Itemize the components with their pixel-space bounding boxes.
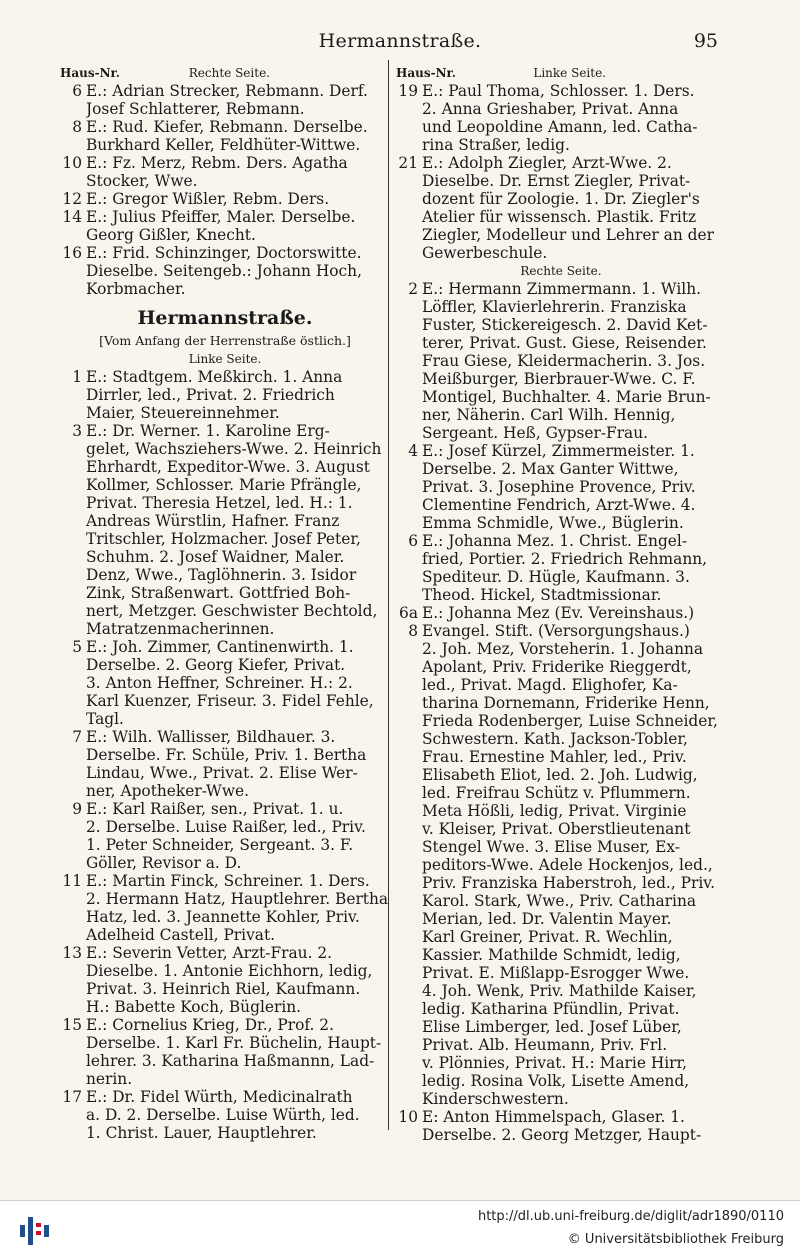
entry-line: nerin. [86, 1070, 133, 1088]
entry-line: Adelheid Castell, Privat. [86, 926, 276, 944]
entry-line: Privat. Theresia Hetzel, led. H.: 1. [86, 494, 353, 512]
entry-line: ner, Näherin. Carl Wilh. Hennig, [422, 406, 676, 424]
address-entry [60, 82, 390, 118]
side-label: Rechte Seite. [520, 264, 602, 278]
entry-line: Meta Hößli, ledig, Privat. Virginie [422, 802, 687, 820]
entry-line: 2. Hermann Hatz, Hauptlehrer. Bertha [86, 890, 389, 908]
entry-line: Evangel. Stift. (Versorgungshaus.) [422, 622, 690, 640]
address-entry [60, 154, 390, 190]
address-entry [60, 1016, 390, 1088]
entry-line: Karol. Stark, Wwe., Priv. Catharina [422, 892, 697, 910]
entry-line: E.: Martin Finck, Schreiner. 1. Ders. [86, 872, 370, 890]
entry-line: tharina Dornemann, Friderike Henn, [422, 694, 710, 712]
copyright-notice: © Universitätsbibliothek Freiburg [567, 1232, 784, 1247]
entry-line: fried, Portier. 2. Friedrich Rehmann, [422, 550, 708, 568]
entry-line: Privat. E. Mißlapp-Esrogger Wwe. [422, 964, 690, 982]
entry-line: E.: Fz. Merz, Rebm. Ders. Agatha [86, 154, 348, 172]
entry-line: 3. Anton Heffner, Schreiner. H.: 2. [86, 674, 353, 692]
entry-line: 4. Joh. Wenk, Priv. Mathilde Kaiser, [422, 982, 697, 1000]
left-column [60, 64, 390, 1142]
side-heading: Linke Seite. [533, 66, 606, 80]
entry-line: Hatz, led. 3. Jeannette Kohler, Priv. [86, 908, 360, 926]
entry-line: ner, Apotheker-Wwe. [86, 782, 250, 800]
house-number: 10 [398, 1108, 418, 1126]
entry-line: E.: Josef Kürzel, Zimmermeister. 1. [422, 442, 695, 460]
entry-line: led. Freifrau Schütz v. Pflummern. [422, 784, 691, 802]
entry-line: Meißburger, Bierbrauer-Wwe. C. F. [422, 370, 696, 388]
entry-line: Frau Giese, Kleidermacherin. 3. Jos. [422, 352, 706, 370]
page-number: 95 [693, 30, 718, 52]
address-entry [60, 368, 390, 422]
entry-line: Montigel, Buchhalter. 4. Marie Brun- [422, 388, 711, 406]
entry-line: 2. Derselbe. Luise Raißer, led., Priv. [86, 818, 366, 836]
side-heading: Rechte Seite. [188, 66, 270, 80]
entry-line: Derselbe. 2. Georg Metzger, Haupt- [422, 1126, 702, 1144]
entry-line: Matratzenmacherinnen. [86, 620, 275, 638]
address-entry [396, 622, 726, 1108]
address-entry [60, 800, 390, 872]
address-entry [60, 1088, 390, 1142]
entry-line: E.: Frid. Schinzinger, Doctorswitte. [86, 244, 362, 262]
right-column-header [396, 64, 726, 82]
entry-line: v. Kleiser, Privat. Oberstlieutenant [422, 820, 691, 838]
entry-line: E: Anton Himmelspach, Glaser. 1. [422, 1108, 685, 1126]
street-note: [Vom Anfang der Herrenstraße östlich.] [99, 333, 351, 348]
address-entry [60, 872, 390, 944]
entry-line: lehrer. 3. Katharina Haßmannn, Lad- [86, 1052, 375, 1070]
entry-line: Tagl. [86, 710, 124, 728]
address-entry [396, 82, 726, 154]
house-number: 19 [398, 82, 418, 100]
house-number: 9 [72, 800, 82, 818]
entry-line: E.: Stadtgem. Meßkirch. 1. Anna [86, 368, 343, 386]
house-number: 10 [62, 154, 82, 172]
house-number: 15 [62, 1016, 82, 1034]
entry-line: Burkhard Keller, Feldhüter-Wittwe. [86, 136, 361, 154]
entry-line: Stocker, Wwe. [86, 172, 198, 190]
address-entry [60, 190, 390, 208]
address-entry [396, 1108, 726, 1144]
address-entry [396, 154, 726, 262]
entry-line: Clementine Fendrich, Arzt-Wwe. 4. [422, 496, 696, 514]
entry-line: E.: Dr. Fidel Würth, Medicinalrath [86, 1088, 353, 1106]
entry-line: led., Privat. Magd. Elighofer, Ka- [422, 676, 678, 694]
entry-line: Privat. 3. Heinrich Riel, Kaufmann. [86, 980, 361, 998]
entry-line: Maier, Steuereinnehmer. [86, 404, 280, 422]
entry-line: Karl Greiner, Privat. R. Wechlin, [422, 928, 673, 946]
entry-line: Sergeant. Heß, Gypser-Frau. [422, 424, 649, 442]
entry-line: ledig. Rosina Volk, Lisette Amend, [422, 1072, 690, 1090]
entry-line: Ehrhardt, Expeditor-Wwe. 3. August [86, 458, 370, 476]
running-title: Hermannstraße. [318, 30, 482, 52]
house-number: 3 [72, 422, 82, 440]
left-entries-before [60, 82, 390, 298]
entry-line: Karl Kuenzer, Friseur. 3. Fidel Fehle, [86, 692, 374, 710]
house-number: 8 [72, 118, 82, 136]
house-number: 1 [72, 368, 82, 386]
house-number: 6 [72, 82, 82, 100]
entry-line: Atelier für wissensch. Plastik. Fritz [422, 208, 697, 226]
entry-line: E.: Adrian Strecker, Rebmann. Derf. [86, 82, 368, 100]
entry-line: Lindau, Wwe., Privat. 2. Elise Wer- [86, 764, 358, 782]
right-entries-after [396, 280, 726, 1144]
entry-line: rina Straßer, ledig. [422, 136, 570, 154]
house-number: 12 [62, 190, 82, 208]
address-entry [396, 442, 726, 532]
house-number: 2 [408, 280, 418, 298]
address-entry [60, 244, 390, 298]
entry-line: 2. Anna Grieshaber, Privat. Anna [422, 100, 679, 118]
entry-line: peditors-Wwe. Adele Hockenjos, led., [422, 856, 713, 874]
entry-line: dozent für Zoologie. 1. Dr. Ziegler's [422, 190, 700, 208]
entry-line: E.: Cornelius Krieg, Dr., Prof. 2. [86, 1016, 334, 1034]
entry-line: Kinderschwestern. [422, 1090, 569, 1108]
entry-line: Apolant, Priv. Friderike Rieggerdt, [422, 658, 692, 676]
entry-line: Spediteur. D. Hügle, Kaufmann. 3. [422, 568, 690, 586]
entry-line: E.: Dr. Werner. 1. Karoline Erg- [86, 422, 330, 440]
house-number: 4 [408, 442, 418, 460]
entry-line: Privat. Alb. Heumann, Priv. Frl. [422, 1036, 668, 1054]
entry-line: Emma Schmidle, Wwe., Büglerin. [422, 514, 684, 532]
house-number-heading: Haus-Nr. [396, 66, 456, 80]
entry-line: Derselbe. 1. Karl Fr. Büchelin, Haupt- [86, 1034, 382, 1052]
address-entry [396, 604, 726, 622]
entry-line: Gewerbeschule. [422, 244, 548, 262]
house-number: 5 [72, 638, 82, 656]
entry-line: Göller, Revisor a. D. [86, 854, 242, 872]
entry-line: E.: Karl Raißer, sen., Privat. 1. u. [86, 800, 344, 818]
entry-line: nert, Metzger. Geschwister Bechtold, [86, 602, 378, 620]
entry-line: E.: Joh. Zimmer, Cantinenwirth. 1. [86, 638, 354, 656]
address-entry [396, 532, 726, 604]
right-column [396, 64, 726, 1144]
house-number: 13 [62, 944, 82, 962]
entry-line: E.: Gregor Wißler, Rebm. Ders. [86, 190, 330, 208]
entry-line: E.: Adolph Ziegler, Arzt-Wwe. 2. [422, 154, 672, 172]
address-entry [60, 118, 390, 154]
entry-line: gelet, Wachsziehers-Wwe. 2. Heinrich [86, 440, 382, 458]
house-number: 14 [62, 208, 82, 226]
entry-line: 2. Joh. Mez, Vorsteherin. 1. Johanna [422, 640, 704, 658]
entry-line: Dieselbe. Seitengeb.: Johann Hoch, [86, 262, 362, 280]
entry-line: Tritschler, Holzmacher. Josef Peter, [86, 530, 361, 548]
house-number: 7 [72, 728, 82, 746]
entry-line: H.: Babette Koch, Büglerin. [86, 998, 302, 1016]
entry-line: E.: Hermann Zimmermann. 1. Wilh. [422, 280, 702, 298]
entry-line: Dieselbe. 1. Antonie Eichhorn, ledig, [86, 962, 373, 980]
entry-line: Merian, led. Dr. Valentin Mayer. [422, 910, 672, 928]
address-entry [60, 208, 390, 244]
viewer-footer [0, 1200, 800, 1257]
side-label: Linke Seite. [188, 352, 262, 366]
house-number: 6a [399, 604, 418, 622]
entry-line: E.: Rud. Kiefer, Rebmann. Derselbe. [86, 118, 368, 136]
entry-line: Derselbe. 2. Georg Kiefer, Privat. [86, 656, 346, 674]
entry-line: a. D. 2. Derselbe. Luise Würth, led. [86, 1106, 360, 1124]
house-number: 8 [408, 622, 418, 640]
right-entries-before [396, 82, 726, 262]
entry-line: terer, Privat. Gust. Giese, Reisender. [422, 334, 707, 352]
entry-line: Kollmer, Schlosser. Marie Pfrängle, [86, 476, 362, 494]
entry-line: Kassier. Mathilde Schmidt, ledig, [422, 946, 681, 964]
house-number-heading: Haus-Nr. [60, 66, 120, 80]
entry-line: Frieda Rodenberger, Luise Schneider, [422, 712, 718, 730]
entry-line: E.: Wilh. Wallisser, Bildhauer. 3. [86, 728, 336, 746]
left-entries-after [60, 368, 390, 1142]
entry-line: Dirrler, led., Privat. 2. Friedrich [86, 386, 335, 404]
left-column-header [60, 64, 390, 82]
entry-line: E.: Johanna Mez. 1. Christ. Engel- [422, 532, 688, 550]
house-number: 11 [62, 872, 82, 890]
entry-line: E.: Severin Vetter, Arzt-Frau. 2. [86, 944, 333, 962]
entry-line: Dieselbe. Dr. Ernst Ziegler, Privat- [422, 172, 691, 190]
entry-line: E.: Julius Pfeiffer, Maler. Derselbe. [86, 208, 356, 226]
street-title: Hermannstraße. [137, 307, 313, 329]
entry-line: ledig. Katharina Pfündlin, Privat. [422, 1000, 680, 1018]
entry-line: Schuhm. 2. Josef Waidner, Maler. [86, 548, 345, 566]
house-number: 6 [408, 532, 418, 550]
entry-line: 1. Peter Schneider, Sergeant. 3. F. [86, 836, 354, 854]
entry-line: Elisabeth Eliot, led. 2. Joh. Ludwig, [422, 766, 698, 784]
entry-line: Korbmacher. [86, 280, 186, 298]
entry-line: Georg Gißler, Knecht. [86, 226, 256, 244]
entry-line: Denz, Wwe., Taglöhnerin. 3. Isidor [86, 566, 357, 584]
entry-line: Privat. 3. Josephine Provence, Priv. [422, 478, 696, 496]
entry-line: Derselbe. Fr. Schüle, Priv. 1. Bertha [86, 746, 367, 764]
entry-line: Derselbe. 2. Max Ganter Wittwe, [422, 460, 679, 478]
entry-line: Frau. Ernestine Mahler, led., Priv. [422, 748, 687, 766]
entry-line: Fuster, Stickereigesch. 2. David Ket- [422, 316, 708, 334]
permalink-url[interactable]: http://dl.ub.uni-freiburg.de/diglit/adr1890/0110 [477, 1209, 784, 1224]
library-logo-icon [16, 1209, 56, 1249]
entry-line: Andreas Würstlin, Hafner. Franz [86, 512, 340, 530]
entry-line: Schwestern. Kath. Jackson-Tobler, [422, 730, 688, 748]
entry-line: 1. Christ. Lauer, Hauptlehrer. [86, 1124, 317, 1142]
address-entry [60, 728, 390, 800]
house-number: 21 [398, 154, 418, 172]
house-number: 17 [62, 1088, 82, 1106]
entry-line: Stengel Wwe. 3. Elise Muser, Ex- [422, 838, 680, 856]
entry-line: E.: Paul Thoma, Schlosser. 1. Ders. [422, 82, 695, 100]
entry-line: Theod. Hickel, Stadtmissionar. [422, 586, 662, 604]
address-entry [396, 280, 726, 442]
address-entry [60, 944, 390, 1016]
entry-line: v. Plönnies, Privat. H.: Marie Hirr, [422, 1054, 688, 1072]
entry-line: und Leopoldine Amann, led. Catha- [422, 118, 698, 136]
address-entry [60, 638, 390, 728]
entry-line: Priv. Franziska Haberstroh, led., Priv. [422, 874, 716, 892]
entry-line: E.: Johanna Mez (Ev. Vereinshaus.) [422, 604, 695, 622]
entry-line: Löffler, Klavierlehrerin. Franziska [422, 298, 687, 316]
entry-line: Josef Schlatterer, Rebmann. [86, 100, 305, 118]
entry-line: Elise Limberger, led. Josef Lüber, [422, 1018, 682, 1036]
address-entry [60, 422, 390, 638]
entry-line: Ziegler, Modelleur und Lehrer an der [422, 226, 714, 244]
house-number: 16 [62, 244, 82, 262]
entry-line: Zink, Straßenwart. Gottfried Boh- [86, 584, 351, 602]
